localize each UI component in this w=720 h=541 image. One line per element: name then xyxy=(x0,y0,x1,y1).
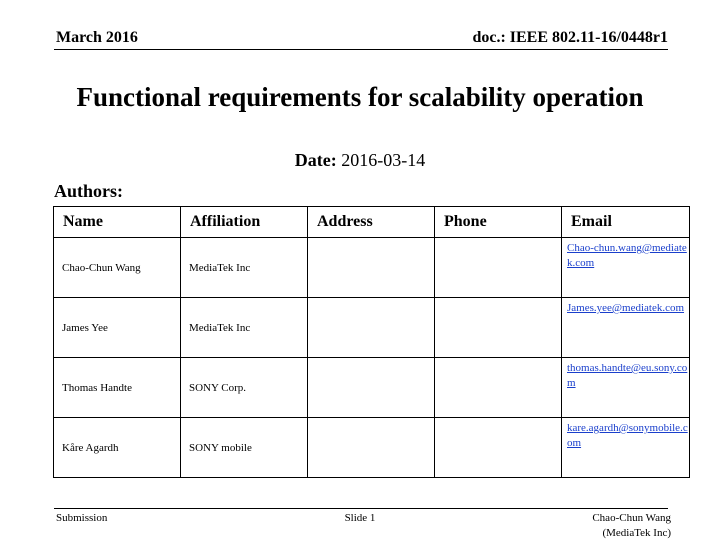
authors-table xyxy=(53,206,690,478)
column-header-address: Address xyxy=(308,207,435,238)
author-email-link[interactable]: kare.agardh@sonymobile.com xyxy=(567,422,688,449)
column-header-phone: Phone xyxy=(435,207,562,238)
author-affiliation: MediaTek Inc xyxy=(181,298,308,358)
author-phone xyxy=(435,298,562,358)
author-name: Thomas Handte xyxy=(54,358,181,418)
author-phone xyxy=(435,238,562,298)
footer-divider xyxy=(54,508,668,509)
table-row xyxy=(54,298,690,358)
authors-label: Authors: xyxy=(54,181,124,201)
author-address xyxy=(308,418,435,478)
author-phone xyxy=(435,418,562,478)
author-email-cell xyxy=(562,238,690,298)
table-row xyxy=(54,238,690,298)
table-row xyxy=(54,418,690,478)
author-phone xyxy=(435,358,562,418)
date-label: Date: xyxy=(294,150,337,170)
footer-submission: Submission xyxy=(56,512,108,524)
author-email-link[interactable]: Chao-chun.wang@mediatek.com xyxy=(567,242,687,269)
column-header-affiliation: Affiliation xyxy=(181,207,308,238)
author-address xyxy=(308,238,435,298)
author-name: Chao-Chun Wang xyxy=(54,238,181,298)
table-header-row xyxy=(54,207,690,238)
author-email-cell xyxy=(562,358,690,418)
column-header-email: Email xyxy=(562,207,690,238)
author-email-link[interactable]: thomas.handte@eu.sony.com xyxy=(567,362,688,389)
author-name: Kåre Agardh xyxy=(54,418,181,478)
footer-author-affiliation: (MediaTek Inc) xyxy=(602,527,671,539)
table-row xyxy=(54,358,690,418)
header-doc-id: doc.: IEEE 802.11-16/0448r1 xyxy=(472,29,668,46)
author-affiliation: SONY mobile xyxy=(181,418,308,478)
author-name: James Yee xyxy=(54,298,181,358)
author-email-cell xyxy=(562,418,690,478)
footer-slide-number: Slide 1 xyxy=(344,512,376,524)
header-date: March 2016 xyxy=(56,29,138,46)
author-email-link[interactable]: James.yee@mediatek.com xyxy=(567,302,685,314)
footer-author xyxy=(592,511,671,541)
author-email-cell xyxy=(562,298,690,358)
author-affiliation: SONY Corp. xyxy=(181,358,308,418)
author-address xyxy=(308,298,435,358)
slide-title: Functional requirements for scalability operation xyxy=(76,82,644,112)
author-affiliation: MediaTek Inc xyxy=(181,238,308,298)
date-line xyxy=(0,149,720,171)
date-value: 2016-03-14 xyxy=(341,150,426,170)
author-address xyxy=(308,358,435,418)
header-divider xyxy=(54,49,668,50)
footer-author-name: Chao-Chun Wang xyxy=(592,512,671,524)
column-header-name: Name xyxy=(54,207,181,238)
